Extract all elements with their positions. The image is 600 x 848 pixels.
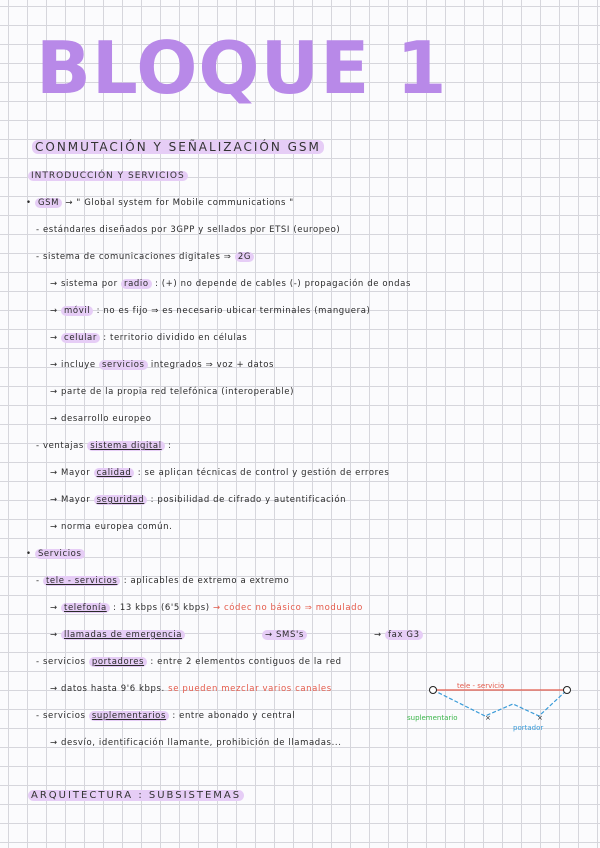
endpoint-right: [564, 687, 571, 694]
note-line: [50, 495, 346, 505]
note-line: - estándares diseñados por 3GPP y sellados por ETSI (europeo): [36, 225, 341, 235]
tag-2g: 2G: [235, 252, 254, 262]
node-mark: ×: [485, 714, 491, 722]
note-line: [50, 279, 411, 289]
section-heading-arquitectura: [28, 790, 244, 801]
node-mark: ×: [537, 714, 543, 722]
bearer-path: [433, 690, 567, 716]
section-heading-conmutacion: [32, 140, 324, 154]
note-line: [50, 630, 185, 640]
note-line: → parte de la propia red telefónica (interoperable): [50, 387, 295, 397]
note-text: : territorio dividido en células: [103, 333, 248, 343]
tag-servicios: servicios: [99, 360, 148, 370]
note-line: [36, 657, 342, 667]
tag-celular: celular: [61, 333, 100, 343]
tag-calidad: calidad: [94, 468, 135, 478]
page-title: BLOQUE 1: [36, 26, 448, 110]
arrow: →: [50, 306, 58, 316]
subheading-intro: [28, 171, 188, 181]
note-text: → sistema por: [50, 279, 118, 289]
tag-sms: → SMS's: [262, 630, 307, 640]
note-text: : (+) no depende de cables (-) propagación de ondas: [154, 279, 411, 289]
note-line: [50, 333, 247, 343]
note-line: [36, 252, 254, 262]
tag-movil: móvil: [61, 306, 93, 316]
services-heading: [26, 549, 85, 559]
red-note: → códec no básico ⇒ modulado: [212, 603, 363, 613]
tag-telefonia: telefonía: [61, 603, 110, 613]
note-text: : entre abonado y central: [172, 711, 296, 721]
note-line: [50, 306, 370, 316]
note-line: [50, 360, 274, 370]
subheading-text: INTRODUCCIÓN Y SERVICIOS: [28, 171, 188, 181]
note-text: - servicios: [36, 657, 86, 667]
tag-portadores: portadores: [89, 657, 147, 667]
bullet: •: [26, 549, 32, 559]
note-text: : posibilidad de cifrado y autentificación: [150, 495, 347, 505]
label-teleservicio: tele - servicio: [457, 682, 505, 690]
note-line: [374, 630, 423, 640]
note-text: integrados ⇒ voz + datos: [150, 360, 275, 370]
note-line: [36, 441, 171, 451]
note-line: → norma europea común.: [50, 522, 173, 532]
note-line: → desarrollo europeo: [50, 414, 152, 424]
note-text: → Mayor: [50, 468, 91, 478]
note-line: [36, 711, 295, 721]
tag-teleservicios: tele - servicios: [43, 576, 120, 586]
tag-seguridad: seguridad: [94, 495, 148, 505]
note-text: : 13 kbps (6'5 kbps): [113, 603, 210, 613]
section-heading-text: ARQUITECTURA : SUBSISTEMAS: [28, 790, 244, 801]
note-line: [50, 684, 332, 694]
tag-sistema-digital: sistema digital: [87, 441, 164, 451]
note-text: : entre 2 elementos contiguos de la red: [150, 657, 342, 667]
endpoint-left: [430, 687, 437, 694]
services-tag: Servicios: [35, 549, 85, 559]
bullet: •: [26, 198, 32, 208]
gsm-definition: [26, 198, 294, 208]
tag-suplementarios: suplementarios: [89, 711, 169, 721]
note-line: [50, 468, 389, 478]
label-suplementario: suplementario: [407, 714, 458, 722]
note-text: : no es fijo ⇒ es necesario ubicar terminales (manguera): [96, 306, 371, 316]
note-text: → incluye: [50, 360, 96, 370]
gsm-text: → " Global system for Mobile communications ": [65, 198, 294, 208]
tag-emergencia: llamadas de emergencia: [61, 630, 185, 640]
gsm-tag: GSM: [35, 198, 62, 208]
note-text: →: [50, 603, 58, 613]
note-text: -: [36, 576, 40, 586]
section-heading-text: CONMUTACIÓN Y SEÑALIZACIÓN GSM: [32, 140, 324, 154]
tag-fax: fax G3: [385, 630, 423, 640]
note-text: - servicios: [36, 711, 86, 721]
note-text: : se aplican técnicas de control y gestión de errores: [137, 468, 390, 478]
tag-radio: radio: [121, 279, 152, 289]
red-note: se pueden mezclar varios canales: [168, 684, 332, 694]
services-diagram: [405, 676, 585, 746]
note-text: → datos hasta 9'6 kbps.: [50, 684, 165, 694]
note-text: → Mayor: [50, 495, 91, 505]
note-text: : aplicables de extremo a extremo: [123, 576, 290, 586]
label-portador: portador: [513, 724, 544, 732]
note-line: [262, 630, 307, 640]
note-line: [36, 576, 289, 586]
arrow: →: [50, 333, 58, 343]
note-text: :: [167, 441, 172, 451]
note-line: [50, 603, 363, 613]
note-text: - sistema de comunicaciones digitales ⇒: [36, 252, 232, 262]
note-text: →: [374, 630, 382, 640]
note-text: →: [50, 630, 58, 640]
note-text: - ventajas: [36, 441, 84, 451]
note-line: → desvío, identificación llamante, prohibición de llamadas...: [50, 738, 342, 748]
